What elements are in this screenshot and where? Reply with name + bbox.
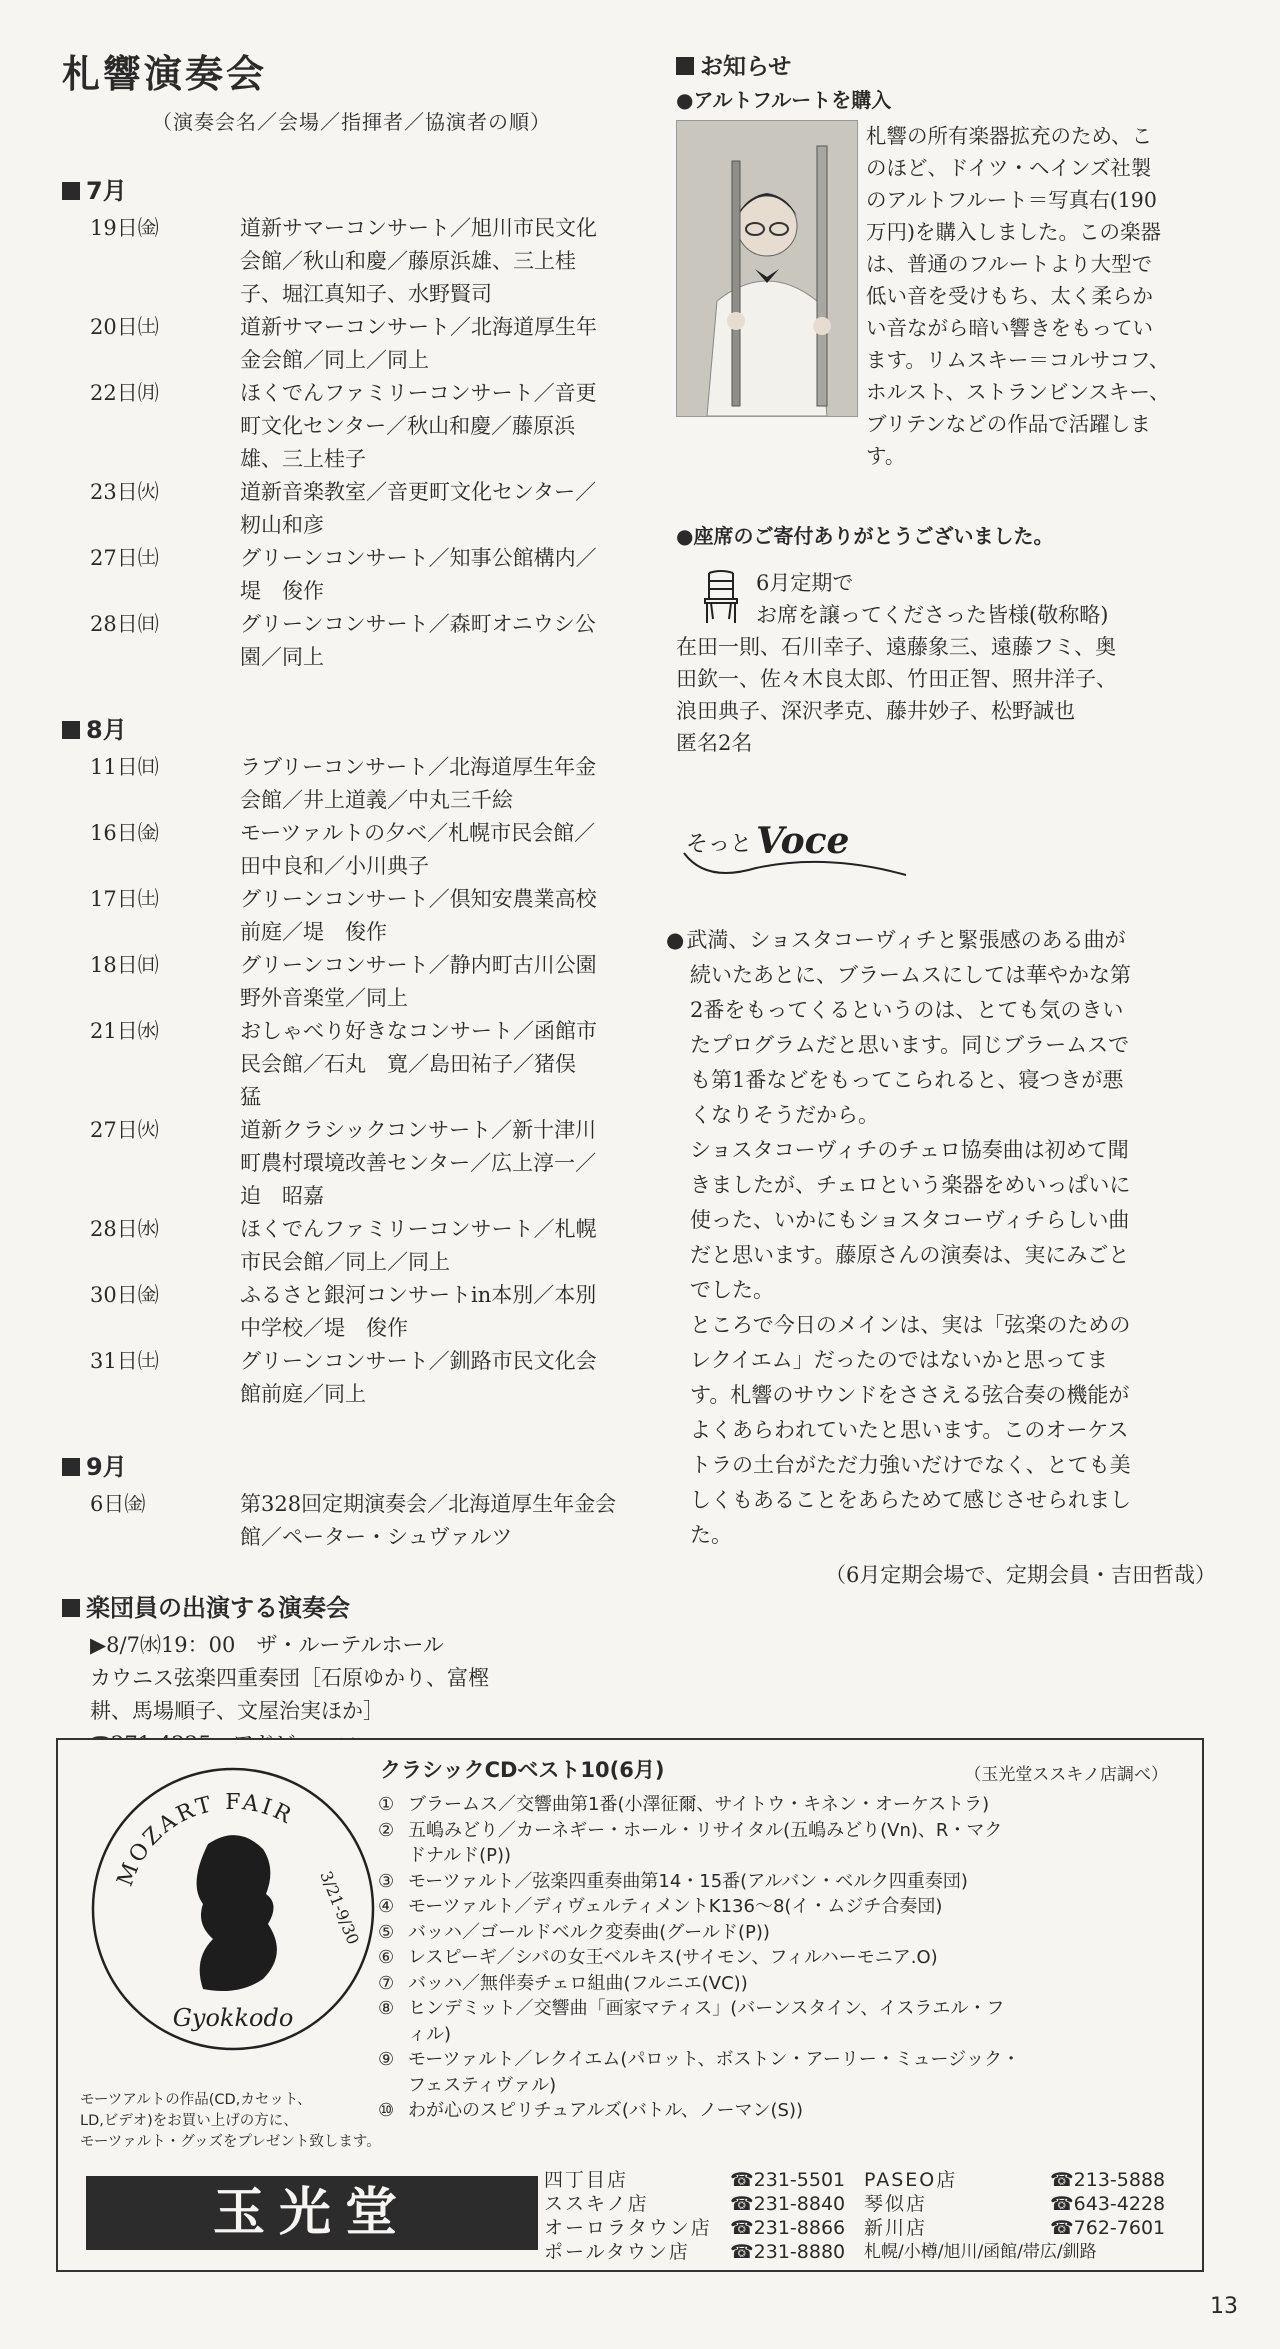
entry-date: 6日㈮ (90, 1492, 146, 1516)
cd-item-line: 五嶋みどり／カーネギー・ホール・リサイタル(五嶋みどり(Vn)、R・マク (408, 1819, 1003, 1841)
entry-text-line: 道新サマーコンサート／北海道厚生年 (240, 315, 597, 339)
cd-best10-source: （玉光堂ススキノ店調べ） (964, 1765, 1168, 1785)
cd-item-line: ブラームス／交響曲第1番(小澤征爾、サイトウ・キネン・オーケストラ) (408, 1794, 990, 1815)
store-row (544, 2216, 1204, 2240)
entry-text-line: 前庭／堤 俊作 (240, 920, 387, 944)
voice-text-line: 使った、いかにもショスタコーヴィチらしい曲 (690, 1208, 1130, 1232)
seat-thanks-text (676, 567, 1216, 631)
flute-text-line: 低い音を受けもち、太く柔らか (866, 284, 1153, 308)
entry-date: 28日㈬ (90, 1217, 159, 1241)
voice-text-line: きましたが、チェロという楽器をめいっぱいに (690, 1173, 1131, 1197)
entry-date: 11日㈰ (90, 755, 159, 779)
seat-donation-heading: ●座席のご寄付ありがとうございました。 (676, 524, 1054, 548)
entry-text-line: グリーンコンサート／知事公館構内／ (240, 546, 597, 570)
entry-text-line: 迫 昭嘉 (240, 1184, 324, 1208)
store-phone: ☎231-8840 (730, 2193, 846, 2215)
voice-text-line: よくあらわれていたと思います。このオーケス (690, 1418, 1129, 1442)
cd-item-line: ィル) (408, 2023, 452, 2045)
voice-text-line: ショスタコーヴィチのチェロ協奏曲は初めて聞 (690, 1138, 1129, 1162)
store-cell (864, 2192, 1184, 2216)
members-line: ▶8/7㈬19：00 ザ・ルーテルホール (90, 1633, 444, 1657)
entry-date: 20日㈯ (90, 315, 159, 339)
store-row (544, 2168, 1204, 2192)
store-cell (864, 2216, 1184, 2240)
flute-heading: ●アルトフルートを購入 (676, 88, 892, 112)
cd-best10-title: クラシックCDベスト10(6月) (380, 1758, 665, 1782)
voice-signature: （6月定期会場で、定期会員・吉田哲哉） (825, 1563, 1216, 1587)
notice-title: お知らせ (676, 52, 1216, 82)
cd-rank-number: ⑧ (378, 1998, 395, 2019)
entry-text-line: おしゃべり好きなコンサート／函館市 (240, 1019, 597, 1043)
entry-date: 17日㈯ (90, 887, 159, 911)
flute-text-line: ホルスト、ストランビンスキー、 (866, 380, 1170, 404)
flute-text-line: のアルトフルート＝写真右(190 (866, 188, 1157, 212)
store-name: 琴似店 (864, 2193, 928, 2215)
entry-text-line: ラブリーコンサート／北海道厚生年金 (240, 755, 597, 779)
voice-text-line: た。 (690, 1523, 732, 1547)
month-list (62, 171, 622, 1554)
month-label: 8月 (86, 716, 127, 744)
store-name: ポールタウン店 (544, 2241, 690, 2263)
cd-item-line: フェスティヴァル) (408, 2074, 557, 2096)
store-phone: ☎643-4228 (1050, 2193, 1166, 2215)
month-heading (62, 1447, 622, 1482)
promo-line: モーツァルト・グッズをプレゼント致します。 (80, 2134, 381, 2150)
cd-rank-number: ⑥ (378, 1947, 395, 1968)
cd-rank-number: ④ (378, 1896, 395, 1917)
gyokkodo-advertisement (56, 1738, 1204, 2272)
entry-text-line: 道新サマーコンサート／旭川市民文化 (240, 216, 597, 240)
mozart-fair-medallion (88, 1764, 378, 2054)
entry-text-line: 館／ペーター・シュヴァルツ (240, 1525, 513, 1549)
store-phone: ☎231-8866 (730, 2217, 846, 2239)
schedule-entry (90, 311, 622, 377)
entry-text-line: モーツァルトの夕べ／札幌市民会館／ (240, 821, 596, 845)
donor-name-line: 匿名2名 (676, 731, 753, 755)
store-row (544, 2192, 1204, 2216)
voice-text-line: くなりそうだから。 (690, 1103, 879, 1127)
store-cell (864, 2240, 1184, 2264)
voice-logo-image (676, 813, 916, 883)
schedule-entry (90, 476, 622, 542)
entry-date: 31日㈯ (90, 1349, 159, 1373)
seat-donation-section (676, 567, 1216, 759)
flute-text-line: ブリテンなどの作品で活躍しま (866, 412, 1151, 436)
cd-ranking-item (378, 1792, 1178, 1818)
cd-rank-number: ① (378, 1794, 395, 1815)
voice-text-line: 続いたあとに、ブラームスにしては華やかな第 (690, 963, 1131, 987)
entry-text-line: 野外音楽堂／同上 (240, 986, 408, 1010)
page-title: 札響演奏会 (62, 52, 268, 96)
store-phone: ☎231-8880 (730, 2241, 846, 2263)
medallion-bottom-text: Gyokkodo (172, 2004, 294, 2032)
voice-text-line: ● 武満、ショスタコーヴィチと緊張感のある曲が (676, 923, 1216, 958)
voice-text-line: ところで今日のメインは、実は「弦楽のための (690, 1313, 1131, 1337)
store-directory (544, 2168, 1204, 2264)
entry-date: 19日㈮ (90, 216, 159, 240)
voice-text-line: す。札響のサウンドをささえる弦合奏の機能が (690, 1383, 1130, 1407)
cd-ranking-item (378, 1818, 1178, 1869)
cd-ranking-item (378, 1894, 1178, 1920)
entry-text-line: 民会館／石丸 寛／島田祐子／猪俣 (240, 1052, 576, 1076)
concert-schedule (62, 48, 622, 1761)
cd-item-line: モーツァルト／レクイエム(パロット、ボストン・アーリー・ミュージック・ (408, 2049, 1021, 2070)
store-cell (544, 2192, 864, 2216)
entry-text-line: 町農村環境改善センター／広上淳一／ (240, 1151, 597, 1175)
entry-date: 18日㈰ (90, 953, 159, 977)
flute-text-line: す。 (866, 444, 906, 468)
voice-text-line: トラの土台がただ力強いだけでなく、とても美 (690, 1453, 1131, 1477)
entry-text-line: 雄、三上桂子 (240, 447, 366, 471)
donor-name-line: 在田一則、石川幸子、遠藤象三、遠藤フミ、奥 (676, 635, 1117, 659)
cd-item-line: レスピーギ／シバの女王ベルキス(サイモン、フィルハーモニア.O) (408, 1947, 938, 1968)
flute-player-image (677, 121, 857, 416)
schedule-entry (90, 751, 622, 817)
donor-names (676, 631, 1216, 759)
entry-text-line: 金会館／同上／同上 (240, 348, 429, 372)
store-cities: 札幌/小樽/旭川/函館/帯広/釧路 (864, 2242, 1097, 2262)
flute-text-line: は、普通のフルートより大型で (866, 252, 1153, 276)
entry-text-line: 堤 俊作 (240, 579, 324, 603)
entry-text-line: グリーンコンサート／静内町古川公園 (240, 953, 597, 977)
members-concert-title: 楽団員の出演する演奏会 (62, 1588, 622, 1623)
medallion-dates: 3/21-9/30 (316, 1868, 363, 1948)
cd-ranking-item (378, 1971, 1178, 1997)
entry-text-line: グリーンコンサート／釧路市民文化会 (240, 1349, 597, 1373)
voice-logo (676, 813, 1216, 883)
entry-text-line: ほくでんファミリーコンサート／音更 (240, 381, 597, 405)
schedule-entry (90, 1279, 622, 1345)
square-bullet-icon (676, 57, 694, 75)
promo-line: LD,ビデオ)をお買い上げの方に、 (80, 2113, 298, 2129)
members-line: 耕、馬場順子、文屋治実ほか］ (90, 1699, 384, 1723)
store-cell (544, 2216, 864, 2240)
chair-icon (701, 569, 741, 625)
flute-section (676, 120, 1216, 490)
cd-ranking-item (378, 1920, 1178, 1946)
cd-rank-number: ⑤ (378, 1921, 395, 1943)
donor-name-line: 田欽一、佐々木良太郎、竹田正智、照井洋子、 (676, 667, 1117, 691)
store-cell (544, 2240, 864, 2264)
voice-text-line: しくもあることをあらためて感じさせられまし (690, 1488, 1131, 1512)
entry-text-line: 第328回定期演奏会／北海道厚生年金会 (240, 1492, 617, 1516)
schedule-entry (90, 883, 622, 949)
cd-rank-number: ③ (378, 1870, 395, 1892)
entry-text-line: 猛 (240, 1085, 261, 1109)
entry-text-line: ほくでんファミリーコンサート／札幌 (240, 1217, 597, 1241)
flute-text-line: い音ながら暗い響きをもってい (866, 316, 1153, 340)
entry-text-line: 籾山和彦 (240, 513, 324, 537)
store-name: PASEO店 (864, 2169, 958, 2191)
schedule-entry (90, 542, 622, 608)
entry-text-line: 子、堀江真知子、水野賢司 (240, 282, 492, 306)
schedule-entry (90, 212, 622, 311)
schedule-entry (90, 1213, 622, 1279)
entry-date: 30日㈮ (90, 1283, 159, 1307)
cd-item-line: バッハ／無伴奏チェロ組曲(フルニエ(VC)) (408, 1972, 748, 1994)
store-phone: ☎213-5888 (1050, 2169, 1166, 2191)
voice-text-line: でした。 (690, 1278, 774, 1302)
flute-text-line: のほど、ドイツ・ヘインズ社製 (866, 156, 1152, 180)
schedule-entry (90, 608, 622, 674)
voice-comment (676, 923, 1216, 1553)
mozart-promo-text (80, 2090, 410, 2153)
entry-text-line: ふるさと銀河コンサートin本別／本別 (240, 1283, 597, 1307)
cd-item-line: モーツァルト／ディヴェルティメントK136～8(イ・ムジチ合奏団) (408, 1896, 943, 1917)
schedule-entry (90, 1488, 622, 1554)
voice-logo-text: そっと (686, 832, 753, 857)
donor-name-line: 浪田典子、深沢孝克、藤井妙子、松野誠也 (676, 699, 1075, 723)
cd-item-line: ヒンデミット／交響曲「画家マティス」(バーンスタイン、イスラエル・フ (408, 1998, 1005, 2019)
schedule-entry (90, 817, 622, 883)
store-name: オーロラタウン店 (544, 2217, 712, 2239)
store-cell (544, 2168, 864, 2192)
entry-text-line: 道新クラシックコンサート／新十津川 (240, 1118, 597, 1142)
cd-ranking-item (378, 1869, 1178, 1895)
entry-date: 16日㈮ (90, 821, 159, 845)
gyokkodo-logo: 玉光堂 (86, 2176, 538, 2250)
entry-text-line: 会館／秋山和慶／藤原浜雄、三上桂 (240, 249, 576, 273)
schedule-entry (90, 377, 622, 476)
store-phone: ☎762-7601 (1050, 2217, 1166, 2239)
month-heading (62, 710, 622, 745)
cd-ranking-item (378, 2047, 1178, 2098)
entry-text-line: 中学校／堤 俊作 (240, 1316, 408, 1340)
month-label: 9月 (86, 1453, 127, 1481)
notice-column (676, 52, 1216, 1589)
members-line: カウニス弦楽四重奏団［石原ゆかり、富樫 (90, 1666, 489, 1690)
entry-text-line: グリーンコンサート／森町オニウシ公 (240, 612, 596, 636)
schedule-entry (90, 1345, 622, 1411)
store-phone: ☎231-5501 (730, 2169, 846, 2191)
entry-text-line: 館前庭／同上 (240, 1382, 366, 1406)
schedule-entry (90, 1114, 622, 1213)
entry-text-line: 会館／井上道義／中丸三千絵 (240, 788, 513, 812)
flute-text-line: 万円)を購入しました。この楽器 (866, 220, 1161, 244)
store-row (544, 2240, 1204, 2264)
square-bullet-icon (62, 721, 80, 739)
medallion-top-text: MOZART FAIR (112, 1789, 298, 1890)
month-heading (62, 171, 622, 206)
voice-text-line: も第1番などをもってこられると、寝つきが悪 (690, 1068, 1124, 1092)
entry-date: 27日㈯ (90, 546, 159, 570)
voice-text-line: たプログラムだと思います。同じブラームスで (690, 1033, 1130, 1057)
flute-text-line: 札響の所有楽器拡充のため、こ (866, 124, 1153, 148)
cd-rank-number: ⑩ (378, 2100, 395, 2121)
entry-text-line: 町文化センター／秋山和慶／藤原浜 (240, 414, 576, 438)
cd-rank-number: ⑨ (378, 2049, 395, 2070)
voice-text-line: レクイエム」だったのではないかと思ってま (690, 1348, 1108, 1372)
cd-best10-list (378, 1792, 1178, 2124)
cd-item-line: モーツァルト／弦楽四重奏曲第14・15番(アルバン・ベルク四重奏団) (408, 1870, 968, 1892)
square-bullet-icon (62, 1599, 80, 1617)
entry-date: 22日㈪ (90, 381, 159, 405)
seat-text-line: 6月定期で (756, 571, 854, 595)
flute-text-line: ます。リムスキー＝コルサコフ、 (866, 348, 1170, 372)
promo-line: モーツアルトの作品(CD,カセット、 (80, 2092, 312, 2108)
square-bullet-icon (62, 182, 80, 200)
schedule-entry (90, 949, 622, 1015)
store-cell (864, 2168, 1184, 2192)
cd-item-line: ドナルド(P)) (408, 1845, 512, 1866)
voice-text-line: だと思います。藤原さんの演奏は、実にみごと (690, 1243, 1130, 1267)
flute-player-photo (676, 120, 858, 417)
voice-text-line: 2番をもってくるというのは、とても気のきい (690, 998, 1124, 1022)
store-name: ススキノ店 (544, 2193, 649, 2215)
mozart-silhouette-icon (197, 1835, 277, 1991)
cd-item-line: バッハ／ゴールドベルク変奏曲(グールド(P)) (408, 1921, 770, 1943)
entry-date: 28日㈰ (90, 612, 159, 636)
store-name: 新川店 (864, 2217, 928, 2239)
entry-date: 27日㈫ (90, 1118, 159, 1142)
flute-description (866, 120, 1216, 472)
entry-text-line: 田中良和／小川典子 (240, 854, 429, 878)
cd-ranking-item (378, 2098, 1178, 2124)
schedule-subtitle: （演奏会名／会場／指揮者／協演者の順） (152, 110, 551, 134)
cd-rank-number: ② (378, 1819, 395, 1841)
svg-text:Voce: Voce (756, 820, 850, 862)
cd-ranking-item (378, 1945, 1178, 1971)
schedule-entry (90, 1015, 622, 1114)
entry-text-line: グリーンコンサート／倶知安農業高校 (240, 887, 597, 911)
entry-text-line: 道新音楽教室／音更町文化センター／ (240, 480, 597, 504)
entry-text-line: 園／同上 (240, 645, 324, 669)
entry-text-line: 市民会館／同上／同上 (240, 1250, 450, 1274)
store-name: 四丁目店 (544, 2169, 629, 2191)
cd-item-line: わが心のスピリチュアルズ(バトル、ノーマン(S)) (408, 2100, 804, 2121)
entry-date: 23日㈫ (90, 480, 159, 504)
cd-rank-number: ⑦ (378, 1972, 395, 1994)
seat-text-line: お席を譲ってくださった皆様(敬称略) (756, 603, 1109, 627)
square-bullet-icon (62, 1458, 80, 1476)
entry-date: 21日㈬ (90, 1019, 159, 1043)
page-number: 13 (1210, 2294, 1238, 2319)
month-label: 7月 (86, 177, 127, 205)
cd-ranking-item (378, 1996, 1178, 2047)
